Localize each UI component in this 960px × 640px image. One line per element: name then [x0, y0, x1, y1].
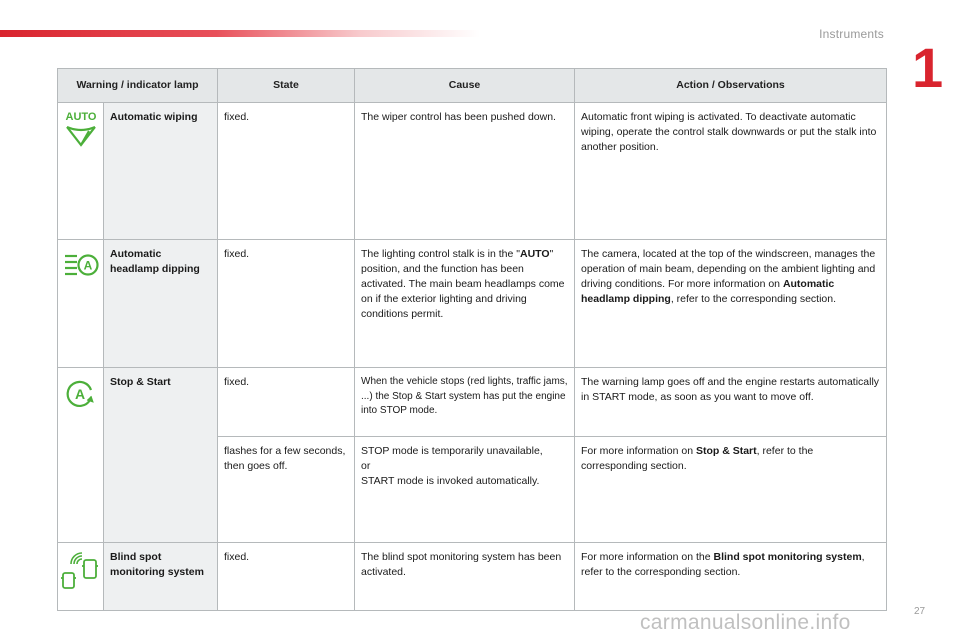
action-text-part: , refer to the corresponding section. — [581, 445, 814, 472]
cause-text-part: START mode is invoked automatically. — [361, 475, 540, 487]
action-text: The warning lamp goes off and the engine restarts automatically in START mode, as soon as you want to move off. — [575, 368, 887, 437]
automatic-headlamp-dipping-icon — [64, 250, 100, 280]
auto-wiping-icon-label: AUTO — [65, 111, 97, 123]
action-text-bold: Stop & Start — [695, 445, 757, 457]
state-text: fixed. — [218, 543, 355, 611]
column-header-lamp: Warning / indicator lamp — [58, 69, 218, 103]
icon-cell — [58, 368, 104, 543]
action-text-part: , refer to the corresponding section. — [581, 551, 865, 578]
blind-spot-monitoring-icon — [60, 550, 102, 592]
stop-start-icon-letter: A — [74, 386, 86, 402]
cause-text-bold: AUTO — [519, 248, 550, 260]
state-text: fixed. — [218, 103, 355, 240]
cause-text-part: " position, and the function has been activated. The main beam headlamps come on if the exterior lighting and driving conditions permit. — [361, 248, 565, 320]
action-text-bold: Blind spot monitoring system — [713, 551, 862, 563]
action-text-part: For more information on — [581, 445, 696, 457]
icon-cell — [58, 103, 104, 240]
action-text-part: , refer to the corresponding section. — [670, 293, 837, 305]
icon-cell — [58, 543, 104, 611]
action-text-part: The camera, located at the top of the windscreen, manages the operation of main beam, depending on the ambient lighting and driving conditions. For more information on — [581, 248, 876, 290]
auto-wiping-icon — [62, 109, 100, 153]
table-row — [58, 543, 887, 611]
column-header-action: Action / Observations — [575, 69, 887, 103]
action-text-part: For more information on the — [581, 551, 714, 563]
icon-cell — [58, 240, 104, 368]
action-text — [575, 543, 887, 611]
lamp-name: Stop & Start — [104, 368, 218, 543]
action-text — [575, 240, 887, 368]
lamp-name: Blind spot monitoring system — [104, 543, 218, 611]
page-number: 27 — [914, 606, 926, 617]
chapter-number: 1 — [912, 36, 944, 99]
column-header-state: State — [218, 69, 355, 103]
cause-text-part: or — [361, 460, 371, 472]
cause-text-part: The lighting control stalk is in the " — [361, 248, 520, 260]
cause-text: The wiper control has been pushed down. — [355, 103, 575, 240]
state-text: fixed. — [218, 240, 355, 368]
table-row — [58, 103, 887, 240]
stop-start-icon — [64, 378, 96, 410]
headlamp-icon-letter: A — [83, 258, 93, 273]
cause-text — [355, 437, 575, 543]
section-title: Instruments — [819, 27, 884, 41]
cause-text-part: STOP mode is temporarily unavailable, — [361, 445, 543, 457]
cause-text: The blind spot monitoring system has been activated. — [355, 543, 575, 611]
cause-text: When the vehicle stops (red lights, traffic jams, ...) the Stop & Start system has put the engine into STOP mode. — [355, 368, 575, 437]
warning-lamp-table — [57, 68, 887, 611]
chapter-color-bar — [0, 30, 480, 37]
watermark: carmanualsonline.info — [640, 611, 851, 634]
action-text: Automatic front wiping is activated. To deactivate automatic wiping, operate the control stalk downwards or put the stalk into another position. — [575, 103, 887, 240]
lamp-name: Automatic wiping — [104, 103, 218, 240]
cause-text — [355, 240, 575, 368]
table-header-row — [58, 69, 887, 103]
table-row — [58, 368, 887, 437]
action-text-bold: Automatic headlamp dipping — [581, 278, 835, 305]
state-text: fixed. — [218, 368, 355, 437]
table-row — [58, 240, 887, 368]
lamp-name: Automatic headlamp dipping — [104, 240, 218, 368]
state-text: flashes for a few seconds, then goes off. — [218, 437, 355, 543]
action-text — [575, 437, 887, 543]
column-header-cause: Cause — [355, 69, 575, 103]
